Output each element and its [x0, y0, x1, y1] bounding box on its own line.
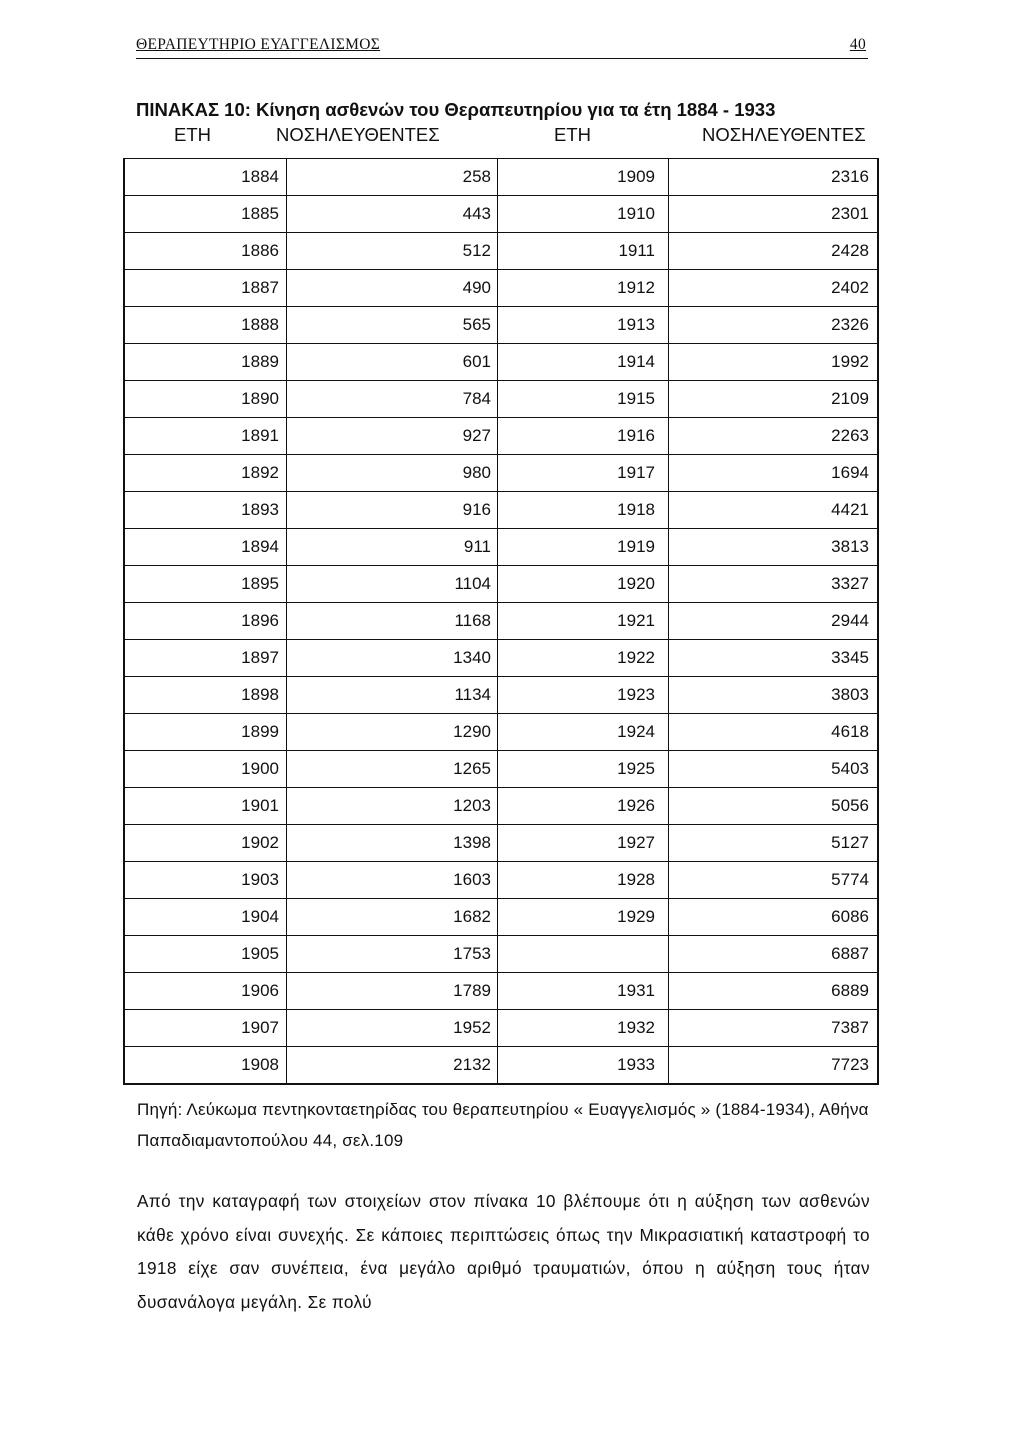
table-row	[125, 935, 877, 972]
year-cell: 1896	[241, 611, 279, 630]
table-row	[125, 343, 877, 380]
year-cell: 1921	[617, 611, 655, 630]
patients-cell: 3813	[831, 537, 869, 556]
patients-cell: 980	[462, 463, 491, 482]
patients-cell: 4421	[831, 500, 869, 519]
patients-cell: 6889	[831, 981, 869, 1000]
year-cell: 1931	[617, 981, 655, 1000]
table-row	[125, 861, 877, 898]
table-row	[125, 639, 877, 676]
patients-cell: 911	[463, 537, 491, 556]
year-cell: 1886	[241, 241, 279, 260]
year-cell: 1925	[617, 759, 655, 778]
patients-cell: 1694	[831, 463, 869, 482]
patients-cell: 1682	[453, 907, 491, 926]
patients-cell: 490	[462, 278, 491, 297]
patients-cell: 5403	[831, 759, 869, 778]
table-row	[125, 269, 877, 306]
body-paragraph: Από την καταγραφή των στοιχείων στον πίνακα 10 βλέπουμε ότι η αύξηση των ασθενών κάθε χρόνο είναι συνεχής. Σε κάποιες περιπτώσεις όπως την Μικρασιατική καταστροφή το 1918 είχε σαν συνέπεια, ένα μεγάλο αριθμό τραυματιών, όπου η αύξηση τους ήταν δυσανάλογα μεγάλη. Σε πολύ	[137, 1191, 870, 1312]
patients-cell: 5774	[831, 870, 869, 889]
year-cell: 1933	[617, 1055, 655, 1074]
year-cell: 1923	[617, 685, 655, 704]
year-cell: 1888	[241, 315, 279, 334]
page-header	[136, 36, 868, 59]
patients-cell: 1398	[453, 833, 491, 852]
patients-cell: 916	[462, 500, 491, 519]
year-cell: 1907	[241, 1018, 279, 1037]
table-row	[125, 898, 877, 935]
patients-cell: 2316	[831, 167, 869, 186]
year-cell: 1913	[617, 315, 655, 334]
year-cell: 1918	[617, 500, 655, 519]
year-cell: 1928	[617, 870, 655, 889]
year-cell: 1922	[617, 648, 655, 667]
year-cell: 1887	[241, 278, 279, 297]
table-row	[125, 676, 877, 713]
table-title: ΠΙΝΑΚΑΣ 10: Κίνηση ασθενών του Θεραπευτηρίου για τα έτη 1884 - 1933	[136, 99, 776, 120]
patients-cell: 2944	[831, 611, 869, 630]
year-cell: 1884	[241, 167, 279, 186]
patients-table	[123, 158, 879, 1085]
year-cell: 1902	[241, 833, 279, 852]
patients-cell: 1340	[453, 648, 491, 667]
column-header-years-1: ΕΤΗ	[174, 124, 211, 145]
patients-cell: 601	[462, 352, 491, 371]
table-row	[125, 528, 877, 565]
year-cell: 1927	[617, 833, 655, 852]
table-row	[125, 1009, 877, 1046]
patients-cell: 2402	[831, 278, 869, 297]
table-row	[125, 195, 877, 232]
column-header-years-2: ΕΤΗ	[554, 124, 591, 145]
patients-cell: 258	[462, 167, 491, 186]
patients-cell: 2428	[831, 241, 869, 260]
table-row	[125, 454, 877, 491]
patients-cell: 565	[462, 315, 491, 334]
year-cell: 1893	[241, 500, 279, 519]
patients-cell: 443	[462, 204, 491, 223]
year-cell: 1889	[241, 352, 279, 371]
year-cell: 1895	[241, 574, 279, 593]
patients-cell: 6887	[831, 944, 869, 963]
year-cell: 1905	[241, 944, 279, 963]
header-title: ΘΕΡΑΠΕΥΤΗΡΙΟ ΕΥΑΓΓΕΛΙΣΜΟΣ	[136, 36, 381, 53]
table-row	[125, 750, 877, 787]
patients-cell: 1168	[454, 611, 491, 630]
patients-cell: 4618	[831, 722, 869, 741]
patients-cell: 7723	[831, 1055, 869, 1074]
patients-cell: 2301	[831, 204, 869, 223]
patients-cell: 6086	[831, 907, 869, 926]
table-row	[125, 306, 877, 343]
year-cell: 1894	[241, 537, 279, 556]
year-cell: 1917	[617, 463, 655, 482]
year-cell: 1901	[241, 796, 279, 815]
year-cell: 1906	[241, 981, 279, 1000]
patients-cell: 1203	[453, 796, 491, 815]
year-cell: 1891	[241, 426, 279, 445]
patients-cell: 1290	[453, 722, 491, 741]
year-cell: 1924	[617, 722, 655, 741]
year-cell: 1903	[241, 870, 279, 889]
patients-cell: 2109	[831, 389, 869, 408]
table-row	[125, 602, 877, 639]
year-cell: 1920	[617, 574, 655, 593]
patients-cell: 7387	[831, 1018, 869, 1037]
year-cell: 1909	[617, 167, 655, 186]
year-cell: 1890	[241, 389, 279, 408]
patients-cell: 1952	[453, 1018, 491, 1037]
patients-cell: 784	[462, 389, 491, 408]
year-cell: 1929	[617, 907, 655, 926]
patients-cell: 3803	[831, 685, 869, 704]
table-row	[125, 158, 877, 195]
year-cell: 1932	[617, 1018, 655, 1037]
year-cell: 1904	[241, 907, 279, 926]
patients-cell: 2326	[831, 315, 869, 334]
year-cell: 1892	[241, 463, 279, 482]
column-header-patients-1: ΝΟΣΗΛΕΥΘΕΝΤΕΣ	[276, 124, 440, 145]
patients-cell: 1789	[453, 981, 491, 1000]
year-cell: 1885	[241, 204, 279, 223]
patients-cell: 2263	[831, 426, 869, 445]
patients-cell: 1104	[454, 574, 491, 593]
table-row	[125, 1046, 877, 1083]
source-note: Πηγή: Λεύκωμα πεντηκονταετηρίδας του θεραπευτηρίου « Ευαγγελισμός » (1884-1934), Αθήνα Παπαδιαμαντοπούλου 44, σελ.109	[137, 1100, 869, 1150]
page-number: 40	[849, 36, 866, 53]
patients-cell: 3327	[831, 574, 869, 593]
column-headers	[0, 124, 1024, 148]
table-row	[125, 565, 877, 602]
table-row	[125, 417, 877, 454]
patients-cell: 1265	[453, 759, 491, 778]
table-row	[125, 232, 877, 269]
year-cell: 1919	[617, 537, 655, 556]
patients-cell: 1134	[454, 685, 491, 704]
table-row	[125, 824, 877, 861]
patients-cell: 927	[462, 426, 491, 445]
year-cell: 1897	[241, 648, 279, 667]
patients-cell: 5056	[831, 796, 869, 815]
year-cell: 1916	[617, 426, 655, 445]
year-cell: 1911	[618, 241, 655, 260]
patients-cell: 1992	[831, 352, 869, 371]
table-row	[125, 972, 877, 1009]
table-row	[125, 380, 877, 417]
patients-cell: 2132	[453, 1055, 491, 1074]
table-row	[125, 491, 877, 528]
patients-cell: 1753	[453, 944, 491, 963]
year-cell: 1915	[617, 389, 655, 408]
year-cell: 1910	[617, 204, 655, 223]
patients-cell: 512	[462, 241, 491, 260]
year-cell: 1926	[617, 796, 655, 815]
table-row	[125, 713, 877, 750]
year-cell: 1900	[241, 759, 279, 778]
year-cell: 1898	[241, 685, 279, 704]
year-cell: 1912	[617, 278, 655, 297]
patients-cell: 3345	[831, 648, 869, 667]
patients-cell: 5127	[831, 833, 869, 852]
year-cell: 1914	[617, 352, 655, 371]
year-cell: 1899	[241, 722, 279, 741]
year-cell: 1908	[241, 1055, 279, 1074]
column-header-patients-2: ΝΟΣΗΛΕΥΘΕΝΤΕΣ	[702, 124, 866, 145]
table-row	[125, 787, 877, 824]
patients-cell: 1603	[453, 870, 491, 889]
